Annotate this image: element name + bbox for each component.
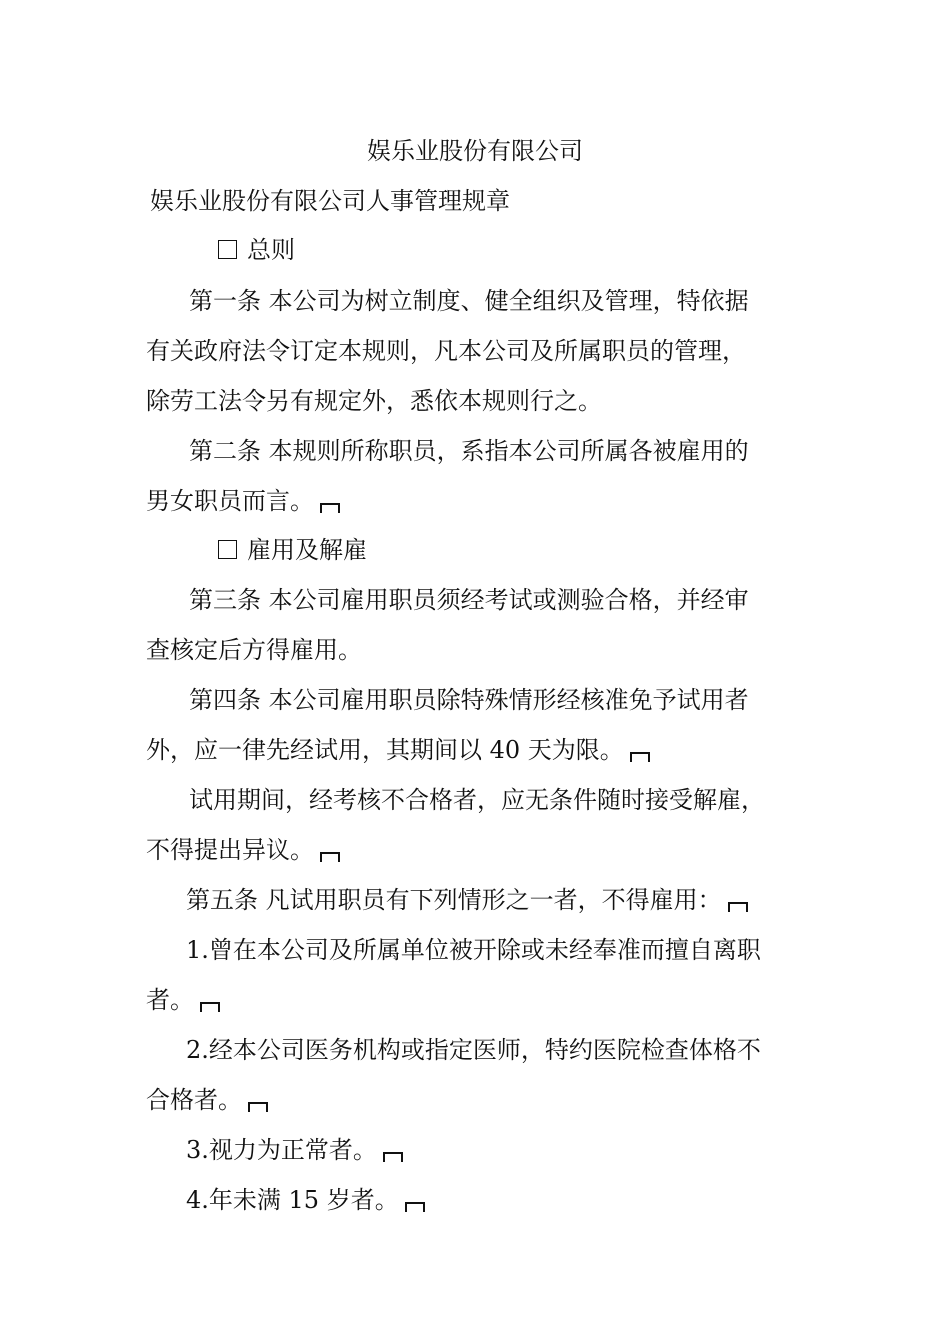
paragraph-mark-icon: [405, 1202, 425, 1212]
list-item-line: 1.曾在本公司及所属单位被开除或未经奉准而擅自离职: [186, 936, 761, 964]
paragraph-mark-icon: [200, 1002, 220, 1012]
section-heading-label: 雇用及解雇: [247, 536, 367, 564]
paragraph-line: 第二条 本规则所称职员，系指本公司所属各被雇用的: [189, 437, 749, 465]
paragraph-line: 除劳工法令另有规定外，悉依本规则行之。: [146, 387, 602, 415]
checkbox-icon: [218, 540, 237, 559]
paragraph-line: 有关政府法令订定本规则，凡本公司及所属职员的管理，: [146, 337, 746, 365]
paragraph-line: 第四条 本公司雇用职员除特殊情形经核准免予试用者: [189, 686, 749, 714]
paragraph-line: [146, 486, 340, 516]
document-title: 娱乐业股份有限公司人事管理规章: [150, 187, 510, 215]
paragraph-line: [186, 885, 748, 915]
paragraph-line: [146, 735, 650, 765]
section-heading-label: 总则: [247, 236, 295, 264]
company-title: 娱乐业股份有限公司: [367, 137, 583, 165]
paragraph-mark-icon: [728, 902, 748, 912]
paragraph-line: 试用期间，经考核不合格者，应无条件随时接受解雇，: [189, 786, 765, 814]
list-item-line: [186, 1135, 403, 1165]
paragraph-text: 第五条 凡试用职员有下列情形之一者，不得雇用：: [186, 886, 722, 914]
paragraph-line: 第三条 本公司雇用职员须经考试或测验合格，并经审: [189, 586, 749, 614]
paragraph-mark-icon: [320, 503, 340, 513]
list-item-line: 2.经本公司医务机构或指定医师，特约医院检查体格不: [186, 1036, 761, 1064]
list-item-line: [146, 985, 220, 1015]
paragraph-mark-icon: [383, 1152, 403, 1162]
list-item-text: 4.年未满 15 岁者。: [186, 1186, 399, 1214]
paragraph-line: [146, 835, 340, 865]
paragraph-mark-icon: [630, 752, 650, 762]
paragraph-text: 外，应一律先经试用，其期间以 40 天为限。: [146, 736, 624, 764]
list-item-text: 者。: [146, 986, 194, 1014]
paragraph-mark-icon: [320, 852, 340, 862]
list-item-text: 合格者。: [146, 1086, 242, 1114]
list-item-text: 3.视力为正常者。: [186, 1136, 377, 1164]
paragraph-text: 不得提出异议。: [146, 836, 314, 864]
section-heading-general: [218, 235, 295, 265]
list-item-line: [146, 1085, 268, 1115]
paragraph-mark-icon: [248, 1102, 268, 1112]
list-item-line: [186, 1185, 425, 1215]
paragraph-line: 查核定后方得雇用。: [146, 636, 362, 664]
checkbox-icon: [218, 240, 237, 259]
paragraph-text: 男女职员而言。: [146, 487, 314, 515]
paragraph-line: 第一条 本公司为树立制度、健全组织及管理，特依据: [189, 287, 749, 315]
section-heading-employment: [218, 535, 367, 565]
